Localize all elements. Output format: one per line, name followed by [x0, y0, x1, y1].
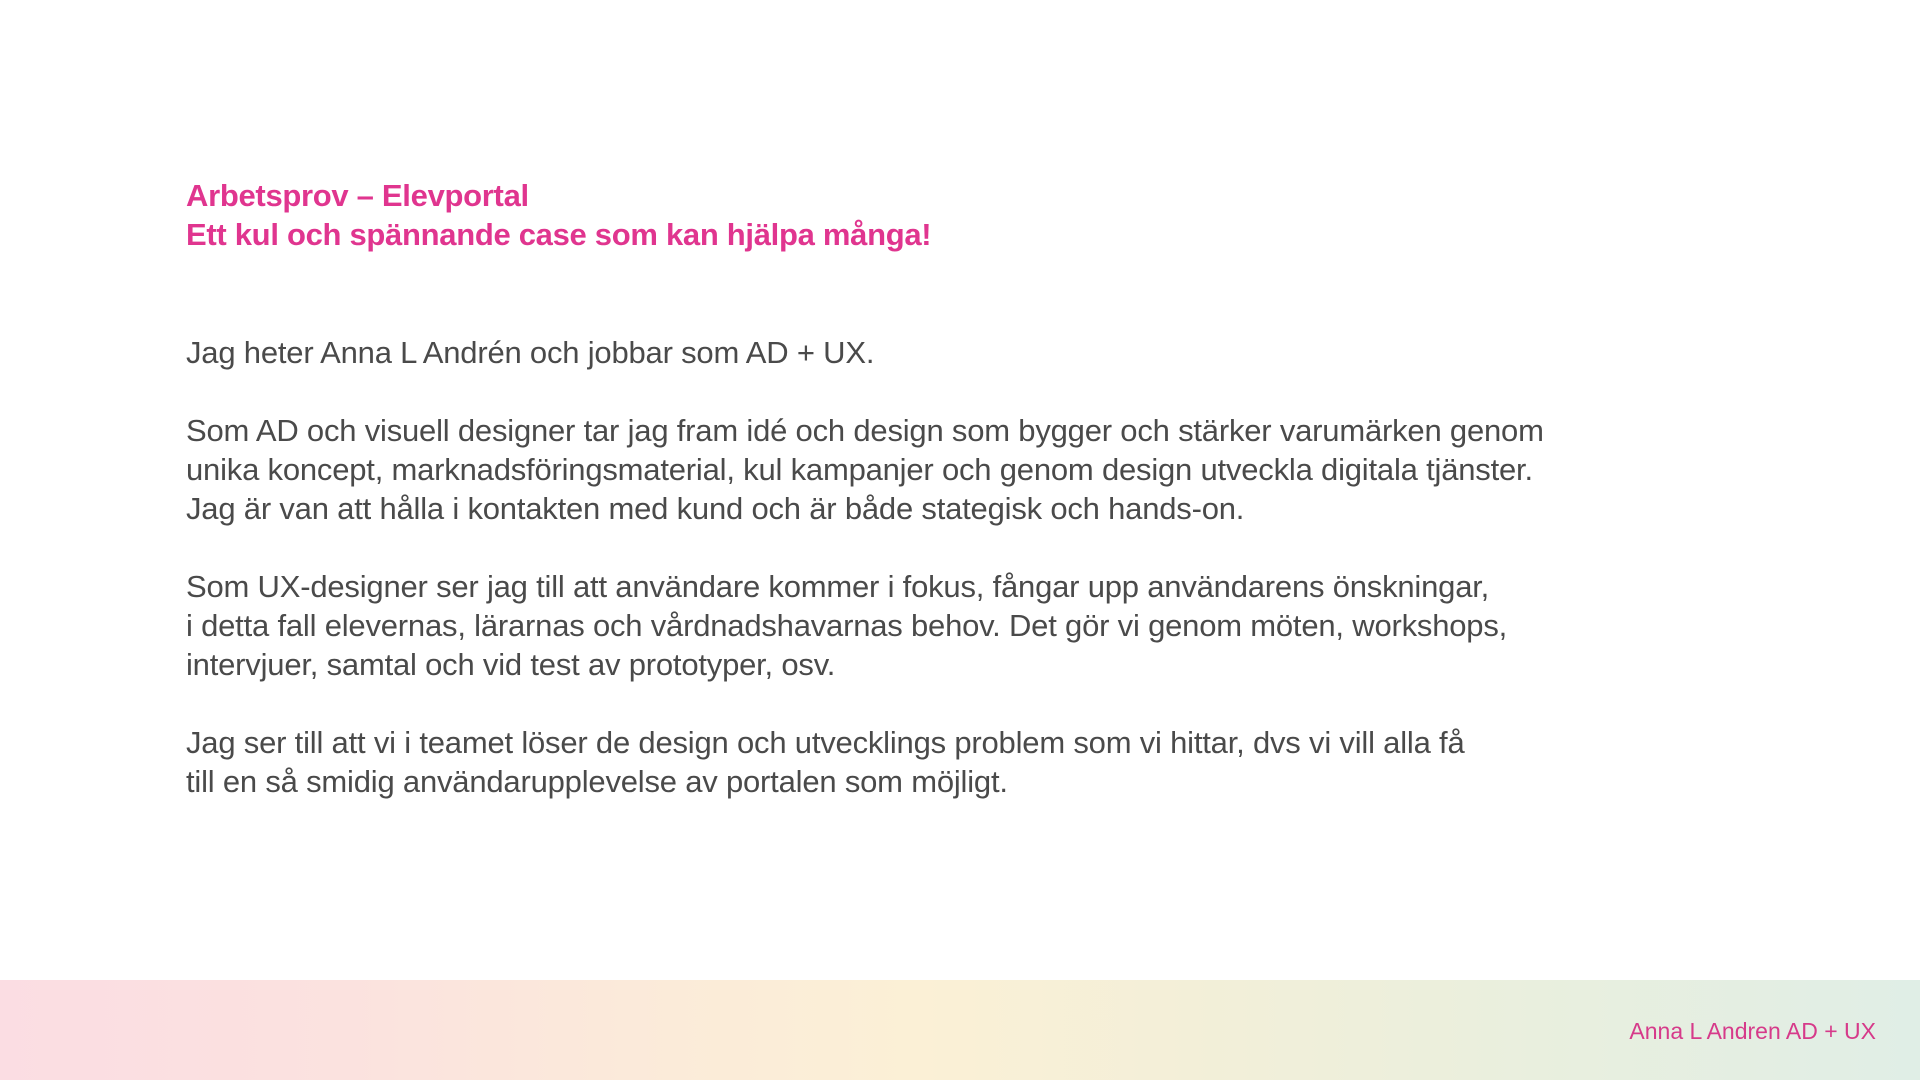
text-line: Jag är van att hålla i kontakten med kund och är både stategisk och hands-on.: [186, 491, 1245, 526]
text-line: intervjuer, samtal och vid test av prototyper, osv.: [186, 647, 836, 682]
body-text: [186, 333, 1746, 840]
page-title: Arbetsprov – Elevportal: [186, 178, 529, 213]
text-line: Jag heter Anna L Andrén och jobbar som AD + UX.: [186, 335, 875, 370]
text-line: unika koncept, marknadsföringsmaterial, kul kampanjer och genom design utveckla digitala tjänster.: [186, 452, 1533, 487]
text-line: i detta fall elevernas, lärarnas och vårdnadshavarnas behov. Det gör vi genom möten, workshops,: [186, 608, 1508, 643]
text-line: till en så smidig användarupplevelse av portalen som möjligt.: [186, 764, 1008, 799]
heading-block: [186, 176, 931, 254]
paragraph-team: [186, 723, 1746, 801]
paragraph-intro: [186, 333, 1746, 372]
text-line: Som UX-designer ser jag till att användare kommer i fokus, fångar upp användarens önskningar,: [186, 569, 1490, 604]
paragraph-ux-role: [186, 567, 1746, 684]
footer-credit: Anna L Andren AD + UX: [1629, 1018, 1876, 1044]
text-line: Som AD och visuell designer tar jag fram idé och design som bygger och stärker varumärken genom: [186, 413, 1544, 448]
text-line: Jag ser till att vi i teamet löser de design och utvecklings problem som vi hittar, dvs vi vill alla få: [186, 725, 1465, 760]
paragraph-ad-role: [186, 411, 1746, 528]
page-subtitle: Ett kul och spännande case som kan hjälpa många!: [186, 217, 932, 252]
